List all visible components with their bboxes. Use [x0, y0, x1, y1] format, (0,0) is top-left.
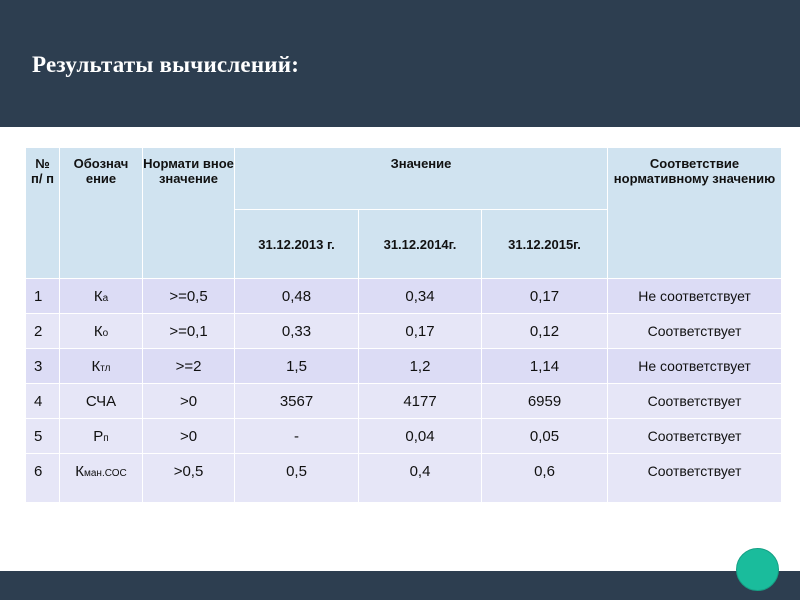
row-compliance: Не соответствует — [608, 349, 782, 384]
row-number: 2 — [26, 314, 60, 349]
header-number: № п/ п — [26, 148, 60, 279]
row-norm: >0 — [143, 384, 235, 419]
row-compliance: Соответствует — [608, 454, 782, 503]
designation-subscript: тл — [100, 362, 111, 374]
row-value-2013: 0,48 — [235, 279, 359, 314]
header-compliance: Соответствие нормативному значению — [608, 148, 782, 279]
designation-subscript: ман.СОС — [84, 468, 127, 479]
row-norm: >0,5 — [143, 454, 235, 503]
designation-symbol: К — [93, 287, 103, 305]
header-designation: Обознач ение — [60, 148, 143, 279]
row-value-2013: - — [235, 419, 359, 454]
row-value-2013: 3567 — [235, 384, 359, 419]
row-number: 4 — [26, 384, 60, 419]
row-value-2015: 6959 — [482, 384, 608, 419]
results-table-container — [25, 147, 781, 502]
row-number: 3 — [26, 349, 60, 384]
header-norm: Нормати вное значение — [143, 148, 235, 279]
designation-symbol: К — [75, 463, 84, 480]
row-value-2014: 1,2 — [359, 349, 482, 384]
table-row — [26, 279, 782, 314]
row-norm: >=2 — [143, 349, 235, 384]
row-value-2015: 0,17 — [482, 279, 608, 314]
designation-subscript: п — [103, 432, 109, 444]
row-value-2014: 0,34 — [359, 279, 482, 314]
row-value-2015: 0,05 — [482, 419, 608, 454]
row-compliance: Соответствует — [608, 384, 782, 419]
row-value-2015: 1,14 — [482, 349, 608, 384]
row-number: 5 — [26, 419, 60, 454]
table-row — [26, 384, 782, 419]
results-table — [25, 147, 782, 503]
row-designation — [60, 279, 143, 314]
header-date-2013: 31.12.2013 г. — [235, 210, 359, 279]
table-row — [26, 419, 782, 454]
row-number: 1 — [26, 279, 60, 314]
slide-header — [0, 0, 800, 127]
row-value-2014: 0,17 — [359, 314, 482, 349]
slide-footer-bar — [0, 571, 800, 600]
row-value-2015: 0,12 — [482, 314, 608, 349]
row-value-2013: 1,5 — [235, 349, 359, 384]
table-row — [26, 349, 782, 384]
designation-symbol: К — [91, 357, 101, 375]
row-value-2013: 0,5 — [235, 454, 359, 503]
row-designation — [60, 314, 143, 349]
slide-title: Результаты вычислений: — [32, 52, 300, 77]
row-compliance: Соответствует — [608, 314, 782, 349]
row-designation — [60, 454, 143, 503]
header-date-2015: 31.12.2015г. — [482, 210, 608, 279]
row-value-2015: 0,6 — [482, 454, 608, 503]
row-norm: >0 — [143, 419, 235, 454]
designation-symbol: Р — [93, 427, 104, 445]
header-value: Значение — [235, 148, 608, 210]
designation-symbol: СЧА — [85, 392, 117, 410]
table-row — [26, 454, 782, 503]
row-number: 6 — [26, 454, 60, 503]
row-value-2014: 0,04 — [359, 419, 482, 454]
header-date-2014: 31.12.2014г. — [359, 210, 482, 279]
row-value-2014: 0,4 — [359, 454, 482, 503]
row-designation — [60, 419, 143, 454]
navigation-button[interactable] — [736, 548, 779, 591]
row-designation — [60, 384, 143, 419]
row-compliance: Соответствует — [608, 419, 782, 454]
row-norm: >=0,1 — [143, 314, 235, 349]
row-designation — [60, 349, 143, 384]
designation-subscript: о — [102, 327, 109, 339]
table-row — [26, 314, 782, 349]
row-compliance: Не соответствует — [608, 279, 782, 314]
row-value-2014: 4177 — [359, 384, 482, 419]
row-value-2013: 0,33 — [235, 314, 359, 349]
row-norm: >=0,5 — [143, 279, 235, 314]
designation-symbol: К — [93, 322, 103, 340]
designation-subscript: а — [102, 292, 109, 304]
